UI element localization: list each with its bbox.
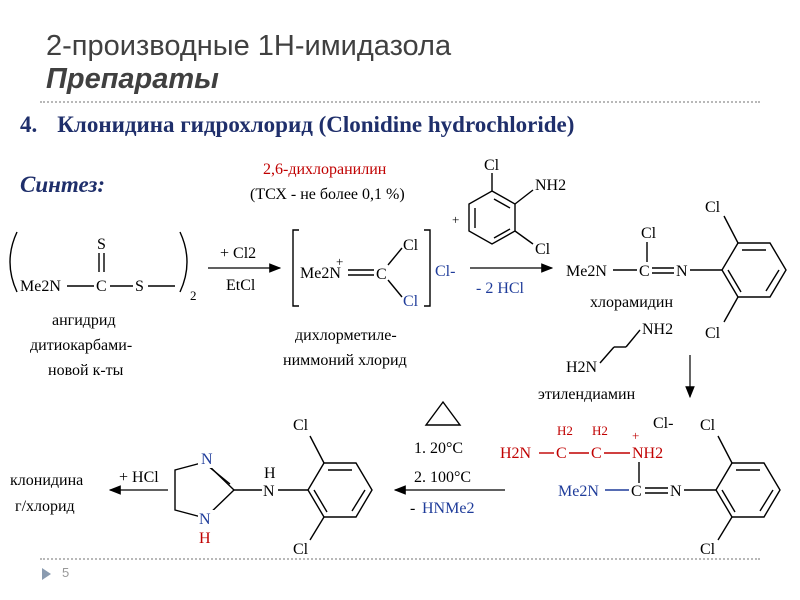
product-name-1: клонидина <box>10 472 84 489</box>
clonidine-cl-top: Cl <box>293 417 309 434</box>
chloramidine-cl-top: Cl <box>705 199 721 216</box>
title-line-2: Препараты <box>46 63 219 96</box>
clonidine <box>175 417 372 558</box>
amidinium-cl-top: Cl <box>700 417 716 434</box>
start-me2n: Me2N <box>20 278 61 295</box>
step-3-conditions <box>395 402 505 517</box>
en-name: этилендиамин <box>538 386 636 403</box>
start-c: C <box>96 278 107 295</box>
amidinium-c2: C <box>591 445 602 462</box>
iminium-plus: + <box>336 254 344 269</box>
amidinium-cl-bottom: Cl <box>700 541 716 558</box>
step-1-arrow <box>208 245 280 294</box>
product-name-2: г/хлорид <box>15 498 75 515</box>
chloramidine-n: N <box>676 263 688 280</box>
amidinium-me2n: Me2N <box>558 483 599 500</box>
start-s: S <box>135 278 144 295</box>
start-dithiocarbamate <box>10 232 197 379</box>
aniline-ring <box>469 191 515 244</box>
amidinium-h2-2: H2 <box>592 423 608 438</box>
step-1-solvent: EtCl <box>226 277 256 294</box>
reagent-purity-note: (ТСХ - не более 0,1 %) <box>250 186 405 203</box>
step-3-minus: - <box>410 500 416 517</box>
clonidine-n-amine: N <box>263 483 275 500</box>
product-label <box>10 472 83 515</box>
amidinium-n: N <box>670 483 682 500</box>
step-2-arrow <box>470 268 552 297</box>
step-4-arrow <box>110 469 168 490</box>
iminium-name-2: ниммоний хлорид <box>283 352 407 369</box>
iminium-counter-ion: Cl- <box>435 263 456 280</box>
chloramidine-c: C <box>639 263 650 280</box>
heading-text: Клонидина гидрохлорид (Clonidine hydrochloride) <box>57 112 575 137</box>
iminium-name-1: дихлорметиле- <box>295 327 397 344</box>
clonidine-cl-bottom: Cl <box>293 541 309 558</box>
iminium-cl-bottom: Cl <box>403 293 419 310</box>
aniline-cl-top: Cl <box>484 157 500 174</box>
step-3-cond-2: 2. 100°C <box>414 469 472 486</box>
amidinium-c: C <box>631 483 642 500</box>
chloramidine-cl-bottom: Cl <box>705 325 721 342</box>
clonidine-n-top: N <box>201 451 213 468</box>
start-name-2: дитиокарбами- <box>30 337 133 354</box>
title-line-1: 2-производные 1Н-имидазола <box>46 30 452 62</box>
amidinium-plus: + <box>632 428 640 443</box>
clonidine-h-ring: H <box>199 530 211 547</box>
chloramidine <box>566 199 786 342</box>
step-3-cond-1: 1. 20°C <box>414 440 464 457</box>
heading-number: 4. <box>20 112 38 137</box>
iminium-cl-top: Cl <box>403 237 419 254</box>
chloramidine-me2n: Me2N <box>566 263 607 280</box>
start-s-top: S <box>97 236 106 253</box>
intermediate-iminium <box>283 230 455 369</box>
en-nh2-top: NH2 <box>642 321 674 338</box>
synthesis-label: Синтез: <box>20 172 106 197</box>
amidinium-counter-ion: Cl- <box>653 415 674 432</box>
chloramidine-name: хлорамидин <box>590 294 674 311</box>
iminium-c: C <box>376 266 387 283</box>
reagent-plus: + <box>452 212 460 227</box>
start-name-1: ангидрид <box>52 312 116 329</box>
en-h2n-bottom: H2N <box>566 359 598 376</box>
step-1-reagent: + Cl2 <box>220 245 257 262</box>
iminium-me2n: Me2N <box>300 265 341 282</box>
clonidine-n-bottom: N <box>199 511 211 528</box>
aniline-cl-bottom: Cl <box>535 241 551 258</box>
ethylenediamine <box>538 321 673 403</box>
slide-nav-arrow-icon <box>42 568 51 580</box>
footer-divider <box>40 558 760 560</box>
start-name-3: новой к-ты <box>48 362 124 379</box>
amidinium-nh2: NH2 <box>632 445 664 462</box>
step-4-reagent: + HCl <box>119 469 159 486</box>
step-3-loss: HNMe2 <box>422 500 475 517</box>
aniline-nh2: NH2 <box>535 177 567 194</box>
amidinium-c1: C <box>556 445 567 462</box>
amidinium-h2-1: H2 <box>557 423 573 438</box>
chloramidine-cl-c: Cl <box>641 225 657 242</box>
reagent-name: 2,6-дихлоранилин <box>263 161 387 178</box>
amidinium-h2n: H2N <box>500 445 532 462</box>
start-subscript: 2 <box>190 288 197 303</box>
intermediate-amidinium <box>500 415 780 558</box>
clonidine-h-amine: H <box>264 465 276 482</box>
slide-number: 5 <box>62 565 70 580</box>
step-2-loss: - 2 HCl <box>476 280 524 297</box>
heat-triangle-icon <box>426 402 460 425</box>
